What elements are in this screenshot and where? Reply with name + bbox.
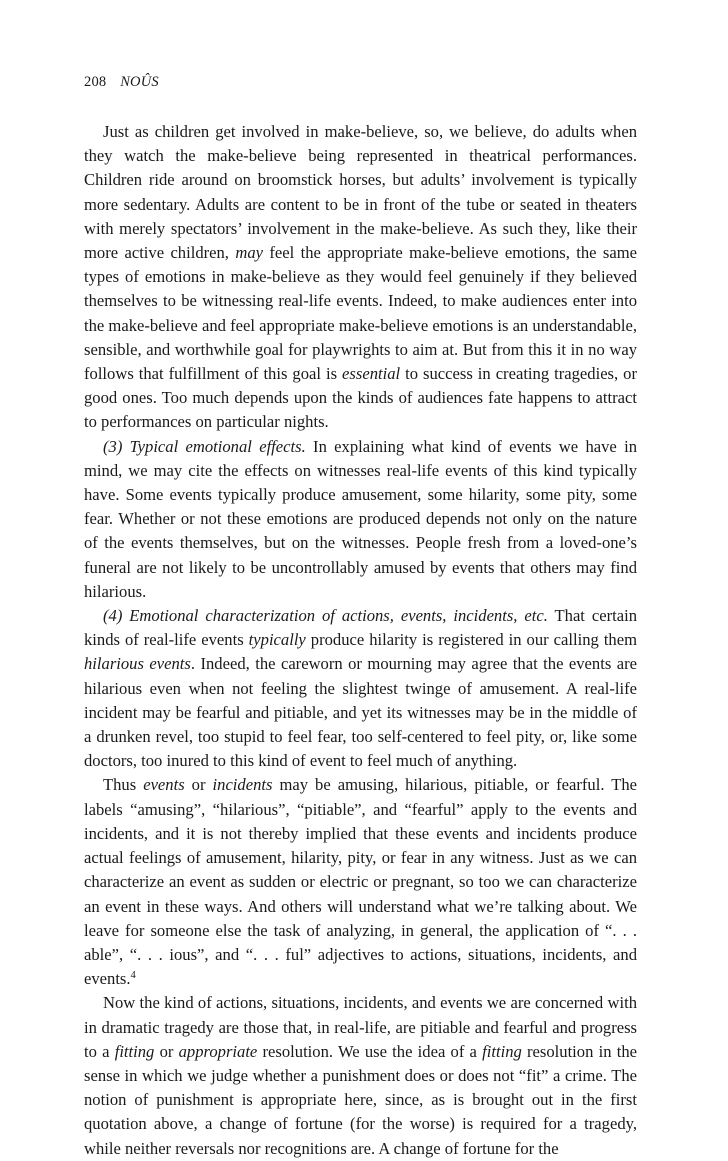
text-run: Thus bbox=[103, 775, 144, 795]
text-run: may be amusing, hilarious, pitiable, or fearful. The labels “amusing”, “hilarious”, “pitiable”, and “fearful” apply to the events and incidents, and it is not thereby implied that these events and incidents produce actual feelings of amusement, hilarity, pity, or fear in any witness. Just as we can characterize an event as sudden or electric or pregnant, so too we can characterize an event in these ways. And others will understand what we’re talking about. We leave for someone else the task of analyzing, in general, the application of “. . . able”, “. . . ious”, and “. . . ful” adjectives to actions, situations, incidents, and events. bbox=[84, 775, 637, 989]
text-run: to success in creating tragedies, or good ones. Too much depends upon the kinds of audiences fate happens to attract to performances on particular nights. bbox=[84, 364, 637, 432]
text-run: or bbox=[154, 1041, 179, 1061]
emphasis: may bbox=[235, 243, 263, 263]
text-run: resolution. We use the idea of a bbox=[257, 1041, 483, 1061]
footnote-marker: 4 bbox=[130, 970, 136, 982]
text-run: resolution in the sense in which we judge whether a punishment does or does not “fit” a crime. The notion of punishment is appropriate here, since, as is brought out in the first quotation above, a change of fortune (for the worse) is required for a tragedy, while neither reversals nor recognitions are. A change of fortune for the bbox=[84, 1041, 637, 1158]
page-header bbox=[84, 74, 159, 91]
emphasis: incidents bbox=[212, 775, 273, 795]
section-heading: (4) Emotional characterization of actions, events, incidents, etc. bbox=[103, 606, 548, 626]
text-run: In explaining what kind of events we have in mind, we may cite the effects on witnesses real-life events of this kind typically have. Some events typically produce amusement, some hilarity, some pity, some fear. Whether or not these emotions are produced depends not only on the nature of the events themselves, but on the witnesses. People fresh from a loved-one’s funeral are not likely to be uncontrollably amused by events that others may find hilarious. bbox=[84, 436, 637, 601]
article-body bbox=[84, 120, 637, 1161]
emphasis: fitting bbox=[482, 1041, 522, 1061]
emphasis: essential bbox=[342, 364, 401, 384]
paragraph-emotional-characterization bbox=[84, 604, 637, 773]
page-number: 208 bbox=[84, 74, 107, 90]
emphasis: typically bbox=[248, 630, 306, 650]
paragraph-make-believe bbox=[84, 120, 637, 435]
emphasis: hilarious events bbox=[84, 654, 191, 674]
text-run: . Indeed, the careworn or mourning may agree that the events are hilarious even when not feeling the slightest twinge of amusement. A real-life incident may be fearful and pitiable, and yet its witnesses may be in the middle of a drunken revel, too stupid to feel fear, too self-centered to feel pity, or, like some doctors, too inured to this kind of event to feel much of anything. bbox=[84, 654, 637, 771]
emphasis: appropriate bbox=[178, 1041, 258, 1061]
text-run: That certain kinds of real-life events bbox=[84, 606, 637, 650]
paragraph-thus-events bbox=[84, 773, 637, 991]
text-run: produce hilarity is registered in our calling them bbox=[305, 630, 637, 650]
paragraph-typical-effects bbox=[84, 435, 637, 604]
text-run: or bbox=[184, 775, 213, 795]
text-run: Now the kind of actions, situations, incidents, and events we are concerned with in dramatic tragedy are those that, in real-life, are pitiable and fearful and progress to a bbox=[84, 993, 637, 1061]
paragraph-dramatic-tragedy bbox=[84, 991, 637, 1160]
text-run: feel the appropriate make-believe emotions, the same types of emotions in make-believe as they would feel genuinely if they believed themselves to be witnessing real-life events. Indeed, to make audiences enter into the make-believe and feel appropriate make-believe emotions is an understandable, sensible, and worthwhile goal for playwrights to aim at. But from this it in no way follows that fulfillment of this goal is bbox=[84, 243, 638, 384]
section-heading: (3) Typical emotional effects. bbox=[103, 436, 306, 456]
emphasis: events bbox=[143, 775, 185, 795]
text-run: Just as children get involved in make-believe, so, we believe, do adults when they watch the make-believe being represented in theatrical performances. Children ride around on broomstick horses, but adults’ involvement is typically more sedentary. Adults are content to be in front of the tube or seated in theaters with merely spectators’ involvement in the make-believe. As such they, like their more active children, bbox=[84, 122, 637, 263]
emphasis: fitting bbox=[114, 1041, 155, 1061]
journal-title: NOÛS bbox=[120, 74, 159, 90]
